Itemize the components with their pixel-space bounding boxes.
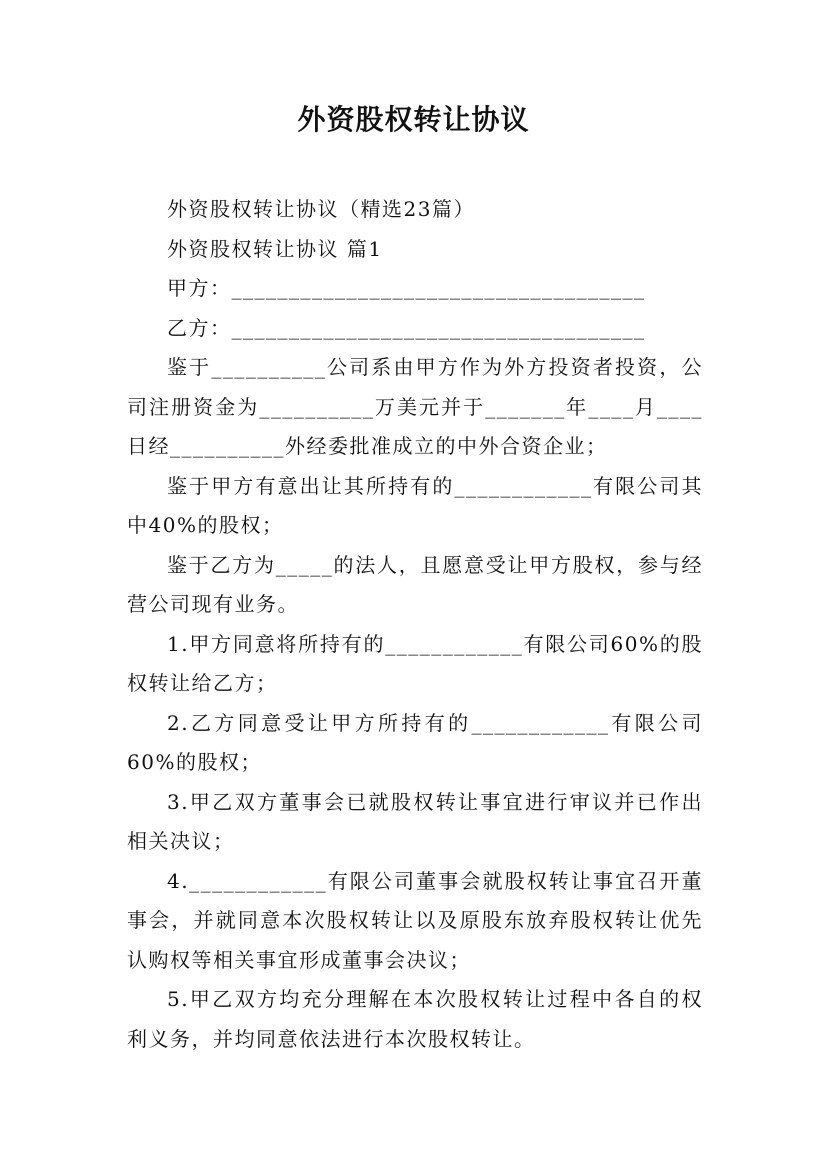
paragraph: 外资股权转让协议 篇1 [167,236,383,261]
document-body [127,190,703,1059]
paragraph: 1.甲方同意将所持有的____________有限公司60%的股权转让给乙方； [127,631,703,695]
document-title: 外资股权转让协议 [297,103,530,136]
paragraph: 甲方：____________________________________ [167,276,646,300]
paragraph: 3.甲乙双方董事会已就股权转让事宜进行审议并已作出相关决议； [127,789,703,853]
paragraph: 外资股权转让协议（精选23篇） [167,197,475,221]
paragraph: 乙方：____________________________________ [167,315,646,340]
paragraph: 2.乙方同意受让甲方所持有的____________有限公司60%的股权； [127,710,703,774]
paragraph: 鉴于__________公司系由甲方作为外方投资者投资，公司注册资金为__________万美元并于_______年____月____日经__________外经委批准成立的中外合资企业； [127,355,703,458]
paragraph: 鉴于乙方为_____的法人，且愿意受让甲方股权，参与经营公司现有业务。 [127,552,703,616]
paragraph: 鉴于甲方有意出让其所持有的____________有限公司其中40%的股权； [127,473,703,537]
paragraph: 4.____________有限公司董事会就股权转让事宜召开董事会，并就同意本次股权转让以及原股东放弃股权转让优先认购权等相关事宜形成董事会决议； [127,868,703,972]
paragraph: 5.甲乙双方均充分理解在本次股权转让过程中各自的权利义务，并均同意依法进行本次股权转让。 [127,987,703,1051]
